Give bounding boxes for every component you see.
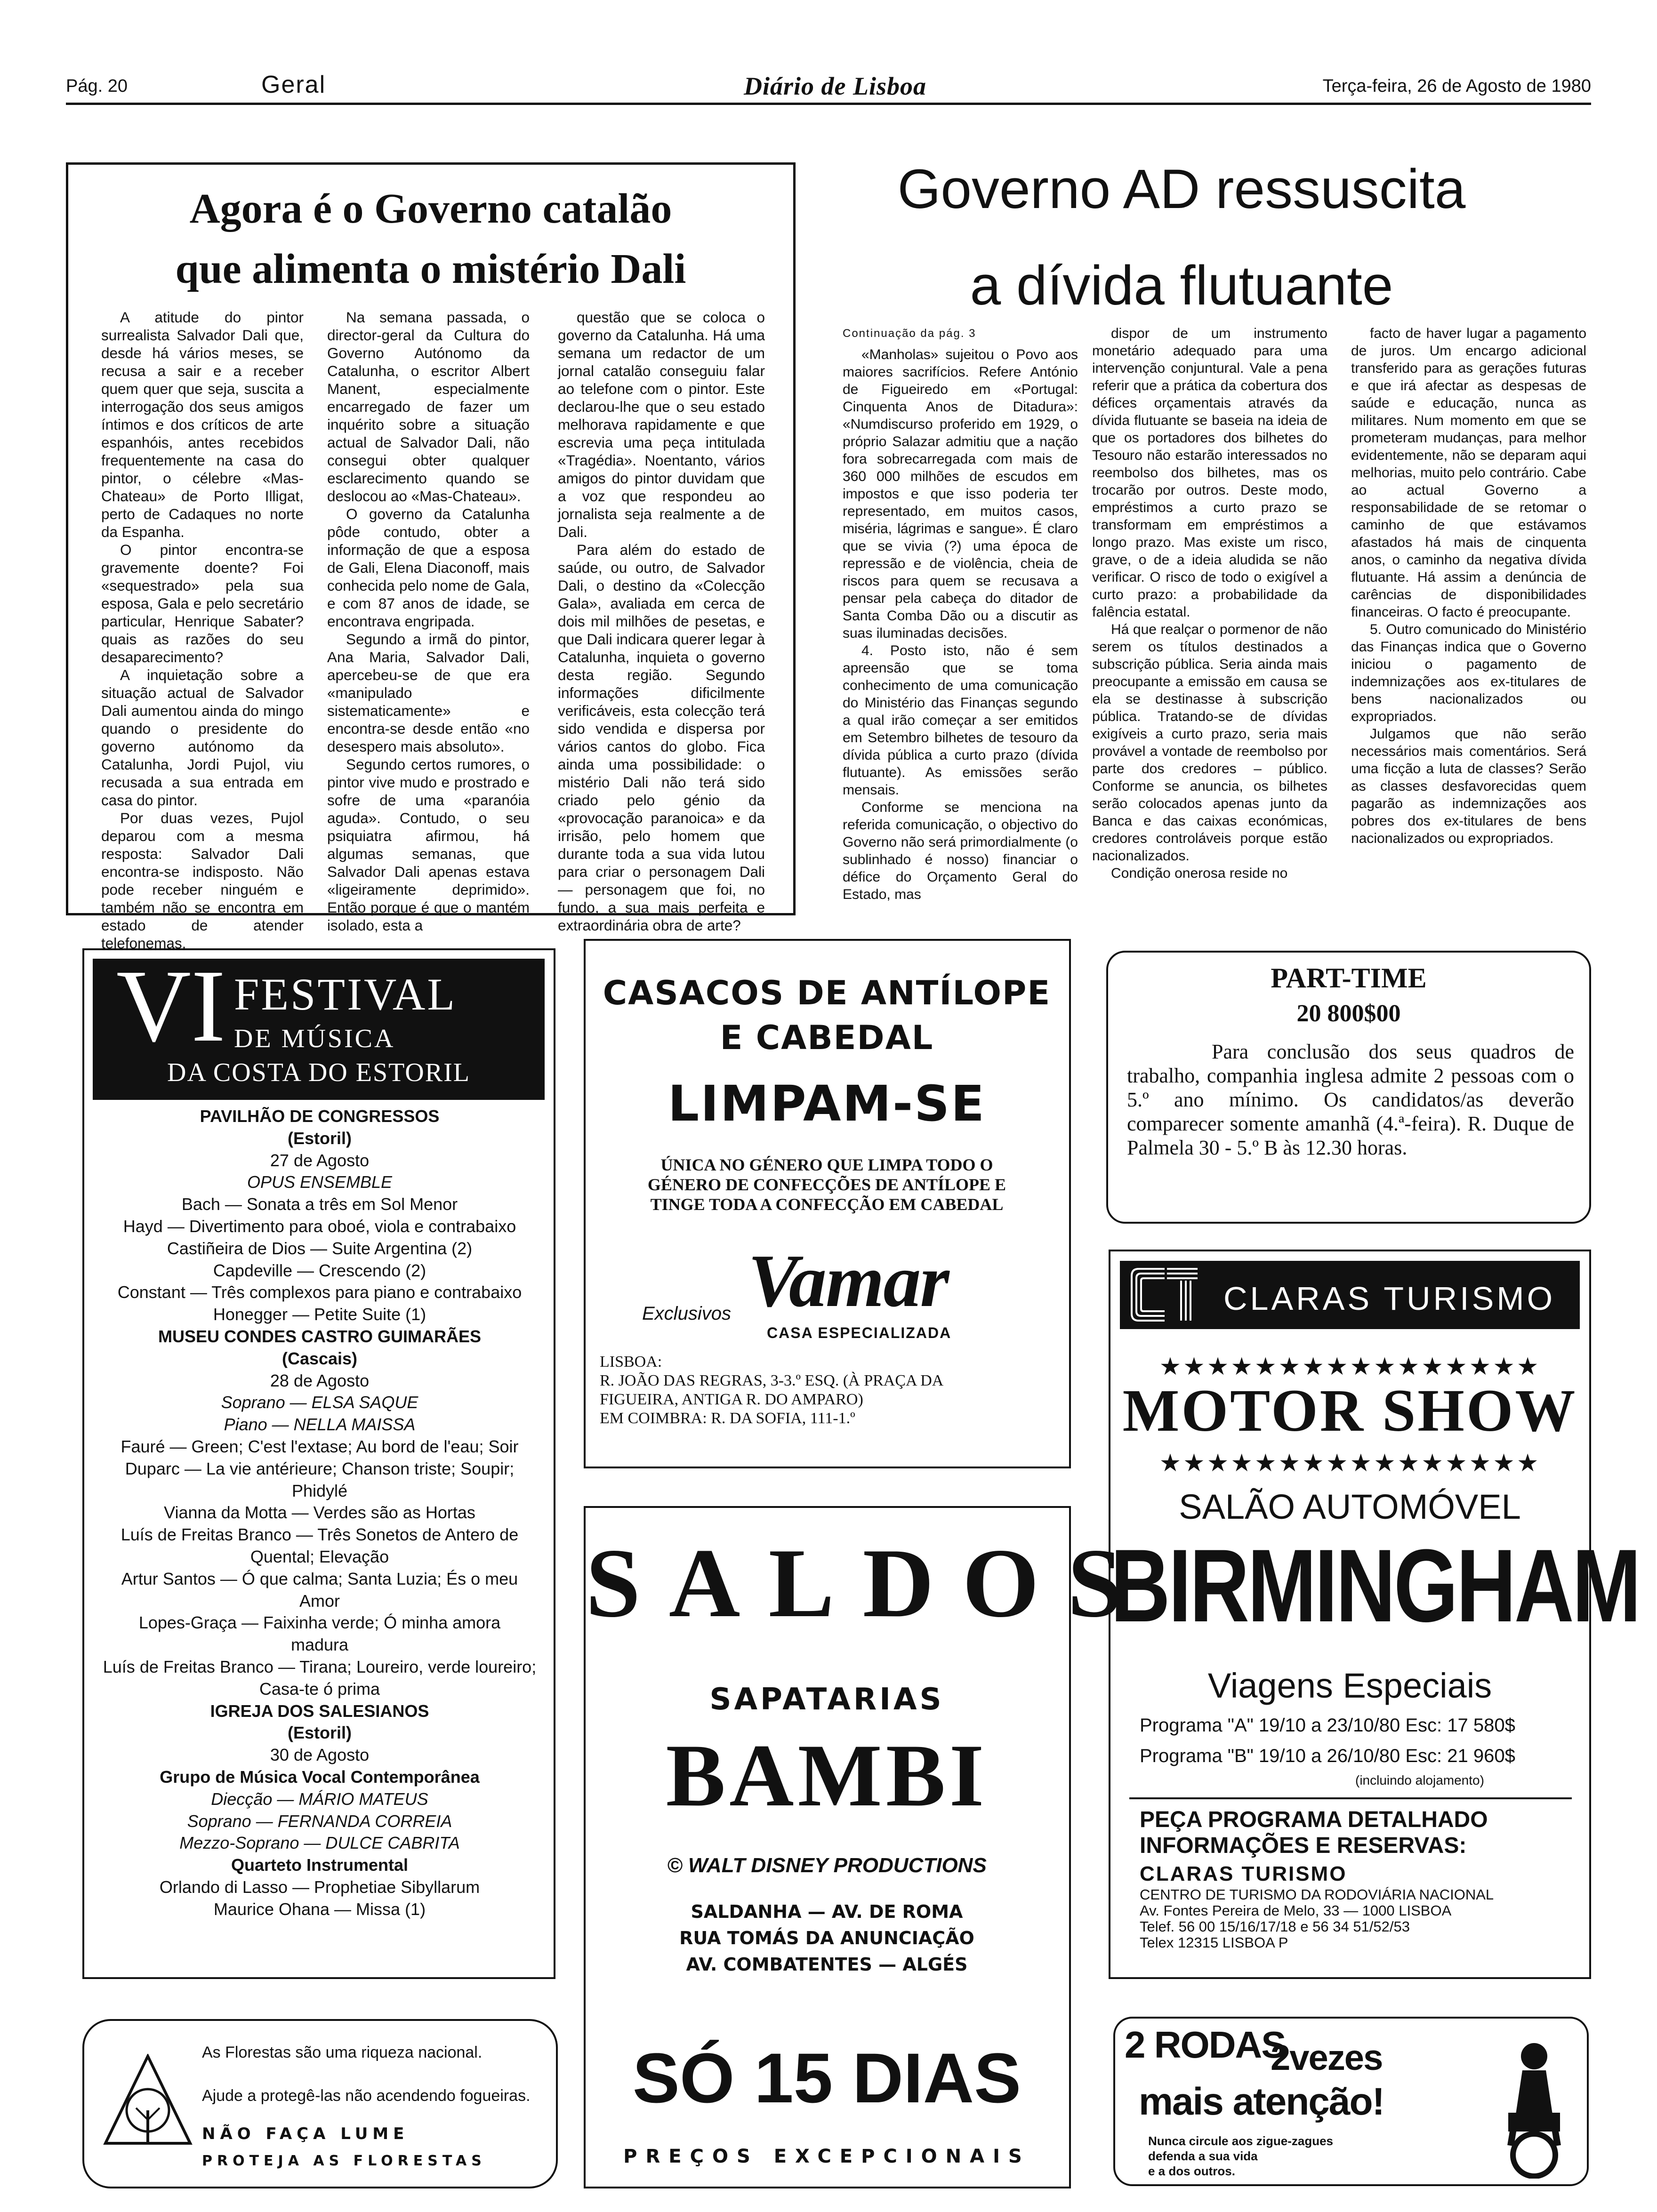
program-line: Maurice Ohana — Missa (1) [213,1899,426,1919]
peca-programa: PEÇA PROGRAMA DETALHADO [1140,1807,1488,1832]
festival-roman: VI [116,948,226,1063]
continuation-note: Continuação da pág. 3 [843,327,976,340]
address-line: SALDANHA — AV. DE ROMA [691,1901,963,1922]
rodas-line6: e a dos outros. [1148,2164,1235,2178]
casacos-title-1: CASACOS DE ANTÍLOPE [603,974,1051,1012]
program-line: Grupo de Música Vocal Contemporânea [160,1767,480,1787]
florestas-ad [82,2019,558,2188]
program-line: Soprano — FERNANDA CORREIA [187,1811,452,1831]
rodas-line3: mais atenção! [1139,2080,1384,2123]
contact-line: CENTRO DE TURISMO DA RODOVIÁRIA NACIONAL [1140,1886,1494,1903]
program-line: Soprano — ELSA SAQUE [221,1393,418,1412]
program-line: Quental; Elevação [250,1547,389,1566]
tree-icon [103,2054,193,2157]
paragraph: Conforme se menciona na referida comunicação, o objectivo do Governo não será primordialmente (o sublinhado é nosso) financiar o défice do Orçamento Geral do Estado, mas [843,800,1078,902]
divida-column-1 [843,346,1078,903]
sapatarias-label: SAPATARIAS [709,1682,944,1717]
bambi-label: BAMBI [666,1726,988,1825]
programa-b: Programa "B" 19/10 a 26/10/80 Esc: 21 960$ [1140,1746,1515,1766]
casacos-title-3: LIMPAM-SE [668,1075,986,1132]
program-line: (Estoril) [287,1723,352,1743]
program-line: Castiñeira de Dios — Suite Argentina (2) [167,1238,473,1258]
contact-line: Av. Fontes Pereira de Melo, 33 — 1000 LISBOA [1140,1902,1452,1919]
dali-headline-line2: que alimenta o mistério Dali [175,246,686,292]
program-line: Fauré — Green; C'est l'extase; Au bord de l'eau; Soir [121,1436,519,1456]
rodas-line2: 2vezes [1271,2038,1383,2078]
masthead: Diário de Lisboa [744,72,926,100]
program-line: OPUS ENSEMBLE [247,1172,393,1192]
divida-headline-line2: a dívida flutuante [970,255,1393,317]
section-name: Geral [261,71,326,98]
program-line: Luís de Freitas Branco — Tirana; Loureiro, verde loureiro; Casa-te ó prima [103,1657,537,1699]
festival-location: DA COSTA DO ESTORIL [167,1058,470,1087]
paragraph: questão que se coloca o governo da Catalunha. Há uma semana um redactor de um jornal catalão conseguiu falar ao telefone com o pintor. Este declarou-lhe que o seu estado melhorava rapidamente e que escrevia uma peça intitulada «Tragédia». Noentanto, vários amigos do pintor duvidam que a voz que respondeu ao jornalista seja realmente a de Dali. [558,309,765,540]
parttime-title: PART-TIME [1271,962,1427,994]
paragraph: Condição onerosa reside no [1111,866,1288,881]
florestas-line3: NÃO FAÇA LUME [202,2124,409,2143]
florestas-line1: As Florestas são uma riqueza nacional. [202,2044,483,2061]
divida-headline-line1: Governo AD ressuscita [897,158,1466,220]
program-line: Quarteto Instrumental [231,1855,409,1875]
paragraph: O governo da Catalunha pôde contudo, obter a informação de que a esposa de Gali, Elena Diaconoff, mais conhecida pelo nome de Gala, e com 87 anos de idade, se encontrava engripada. [327,505,530,630]
program-line: Bach — Sonata a três em Sol Menor [181,1194,458,1214]
program-line: Duparc — La vie antérieure; Chanson triste; Soupir; [125,1459,515,1478]
paragraph: Segundo a irmã do pintor, Ana Maria, Salvador Dali, apercebeu-se de que era «manipulado sistematicamente» e encontra-se desde então «no desespero mais absoluto». [327,631,530,755]
claras-divider [1129,1797,1572,1799]
vamar-logo: Vamar [748,1239,949,1322]
contact-line: Telex 12315 LISBOA P [1140,1934,1288,1951]
viagens-especiais: Viagens Especiais [1207,1666,1492,1705]
program-line: 27 de Agosto [270,1150,370,1170]
casacos-ad [584,939,1071,1468]
address-line: AV. COMBATENTES — ALGÉS [686,1954,968,1975]
program-line: (Cascais) [282,1348,358,1368]
program-line: Piano — NELLA MAISSA [224,1415,416,1435]
casa-especializada: CASA ESPECIALIZADA [767,1324,952,1341]
page-header [66,71,1591,104]
paragraph: O pintor encontra-se gravemente doente? Foi «sequestrado» pela sua esposa, Gala e pelo secretário particular, Henrique Sabater? quais as razões do seu desaparecimento? [101,541,304,665]
program-line: Hayd — Divertimento para oboé, viola e contrabaixo [123,1216,516,1236]
dali-column-1 [101,308,304,952]
casacos-body-line: GÉNERO DE CONFECÇÕES DE ANTÍLOPE E [647,1175,1006,1194]
casacos-body-line: ÚNICA NO GÉNERO QUE LIMPA TODO O [660,1155,993,1174]
paragraph: Segundo certos rumores, o pintor vive mudo e prostrado e sofre de uma «paranóia aguda». Contudo, o seu psiquiatra afirmou, há algumas semanas, que Salvador Dali apenas estava «ligeiramente deprimido». Então porque é que o mantém isolado, esta a [327,756,530,934]
page-number: Pág. 20 [66,76,128,96]
stars-top: ★★★★★★★★★★★★★★★★ [1159,1353,1541,1380]
stars-bottom: ★★★★★★★★★★★★★★★★ [1159,1450,1541,1477]
claras-contacts [1140,1887,1494,1951]
motorcycle-icon [1482,2037,1586,2179]
festival-ad [82,948,555,1979]
program-line: Honegger — Petite Suite (1) [213,1305,426,1324]
paragraph: Julgamos que não serão necessários mais comentários. Será uma ficção a luta de classes? Serão as classes desfavorecidas quem pagarão as indemnizações aos pobres dos ex-titulares de bens nacionalizados ou expropriados. [1351,726,1586,846]
program-line: 28 de Agosto [270,1370,370,1390]
header-rule [66,103,1591,105]
program-line: Vianna da Motta — Verdes são as Hortas [164,1503,475,1523]
program-line: Lopes-Graça — Faixinha verde; Ó minha amora [138,1613,501,1633]
program-line: Mezzo-Soprano — DULCE CABRITA [179,1833,460,1853]
program-line: madura [290,1635,349,1655]
program-line: Orlando di Lasso — Prophetiae Sibyllarum [159,1877,480,1897]
paragraph: Na semana passada, o director-geral da Cultura do Governo Autónomo da Catalunha, o escritor Albert Manent, especialmente encarregado de fazer um inquérito sobre a situação actual de Salvador Dali, não consegui obter qualquer esclarecimento quando se deslocou ao «Mas-Chateau». [327,309,530,505]
dali-article [66,162,796,952]
exclusivos-label: Exclusivos [642,1303,731,1324]
page-date: Terça-feira, 26 de Agosto de 1980 [1322,76,1591,96]
paragraph: Há que realçar o pormenor de não serem os títulos destinados a subscrição pública. Seria ainda mais preocupante a emissão em causa se ela se destinasse à subscrição pública. Tratando-se de dívidas exigíveis a curto prazo, seria mais provável a vontade de reembolso por parte dos credores – público. Conforme se anuncia, os bilhetes serão colocados apenas junto da Banca e das caixas económicas, credores controláveis porque estão nacionalizados. [1092,622,1327,864]
festival-program [89,1106,550,1920]
program-line: MUSEU CONDES CASTRO GUIMARÃES [158,1326,482,1346]
program-line: Diecção — MÁRIO MATEUS [211,1789,428,1809]
rodas-line4: Nunca circule aos zigue-zagues [1148,2134,1334,2148]
parttime-body: Para conclusão dos seus quadros de trabalho, companhia inglesa admite 2 pessoas com o 5.º ano mínimo. Os candidatos/as deverão comparecer somente amanhã (4.ª-feira). R. Duque de Palmela 30 - 5.º B às 12.30 horas. [1127,1040,1574,1159]
casacos-title-2: E CABEDAL [720,1018,934,1057]
program-line: Phidylé [291,1481,348,1500]
program-line: (Estoril) [287,1128,352,1148]
casacos-address [600,1353,1066,1428]
dali-column-2 [327,308,530,934]
paragraph: Para além do estado de saúde, ou outro, de Salvador Dali, o destino da «Colecção Gala», avaliada em cerca de dois mil milhões de pesetas, e que Dali indicara querer legar à Catalunha, inquieta o governo desta região. Segundo informações dificilmente verificáveis, esta colecção terá sido vendida e dispersa por vários cantos do globo. Fica ainda uma possibilidade: o mistério Dali não terá sido criado pelo génio da «provocação paranoica» e da irrisão, pelo homem que durante toda a sua vida lutou para criar o personagem Dali — personagem que foi, no fundo, a sua mais perfeita e extraordinária obra de arte? [558,541,765,934]
claras-brand-small: CLARAS TURISMO [1140,1862,1347,1885]
disney-credit: © WALT DISNEY PRODUCTIONS [667,1854,987,1877]
parttime-ad [1106,951,1591,1224]
informacoes-reservas: INFORMAÇÕES E RESERVAS: [1140,1833,1467,1858]
claras-banner [1120,1261,1580,1329]
festival-title: FESTIVAL [234,969,457,1019]
saldos-title: SALDOS [586,1529,1151,1638]
parttime-salary: 20 800$00 [1296,1000,1401,1027]
salao-automovel: SALÃO AUTOMÓVEL [1179,1487,1521,1526]
claras-brand: CLARAS TURISMO [1223,1280,1556,1317]
program-line: PAVILHÃO DE CONGRESSOS [200,1106,440,1126]
address-line: FIGUEIRA, ANTIGA R. DO AMPARO) [600,1391,863,1408]
paragraph: Por duas vezes, Pujol deparou com a mesma resposta: Salvador Dali encontra-se indisposto. Não pode receber ninguém e também não se encontra em estado de atender telefonemas. [101,809,304,952]
program-line: Amor [299,1591,340,1611]
dali-headline [68,179,793,299]
address-line: LISBOA: [600,1353,662,1370]
rodas-line1: 2 RODAS [1125,2024,1286,2066]
address-line: EM COIMBRA: R. DA SOFIA, 111-1.º [600,1410,855,1427]
so-15-dias: SÓ 15 DIAS [632,2038,1022,2117]
dali-headline-line1: Agora é o Governo catalão [189,185,672,232]
rodas-ad [1113,2017,1589,2186]
program-line: Artur Santos — Ó que calma; Santa Luzia; És o meu [121,1569,518,1588]
paragraph: «Manholas» sujeitou o Povo aos maiores sacrifícios. Refere António de Figueiredo em «Portugal: Cinquenta Anos de Ditadura»: «Numdiscurso proferido em 1929, o próprio Salazar admitiu que a nação fora sobrecarregada com mais de 360 000 milhões de escudos em impostos e que isso poderia ter representado, em muitos casos, miséria, lágrimas e sangue». É claro que se vivia (?) uma época de repressão e de violência, cheia de riscos para quem se recusava a pensar pela cabeça do ditador de Santa Comba Dão ou a discutir as suas iluminadas decisões. [843,347,1078,641]
divida-article [828,136,1591,918]
casacos-body-line: TINGE TODA A CONFECÇÃO EM CABEDAL [650,1195,1004,1214]
program-line: IGREJA DOS SALESIANOS [210,1701,429,1721]
program-line: Luís de Freitas Branco — Três Sonetos de Antero de [121,1525,519,1545]
birmingham: BIRMINGHAM [1110,1528,1640,1644]
paragraph: dispor de um instrumento monetário adequado para uma intervenção conjuntural. Vale a pena referir que a prática da cobertura dos défices orçamentais através da dívida flutuante se baseia na ideia de que os portadores dos bilhetes do Tesouro não estarão interessados no reembolso dos bilhetes, mas os trocarão por outros. Deste modo, empréstimos a curto prazo se transformam em empréstimos a longo prazo. Mas existe um risco, grave, o de a ideia aludida se não verificar. O risco de todo o exigível a curto prazo: a probabilidade da falência estatal. [1092,326,1327,620]
divida-column-3 [1351,325,1586,847]
paragraph: 4. Posto isto, não é sem apreensão que se toma conhecimento de uma comunicação do Ministério das Finanças segundo a qual irão começar a ser emitidos em Setembro bilhetes de tesouro da dívida pública a curto prazo (dívida flutuante). As emissões serão mensais. [843,643,1078,798]
address-line: R. JOÃO DAS REGRAS, 3-3.º ESQ. (À PRAÇA DA [600,1372,944,1389]
divida-headline [828,141,1535,334]
programa-a: Programa "A" 19/10 a 23/10/80 Esc: 17 580$ [1140,1715,1515,1736]
festival-subtitle: DE MÚSICA [234,1024,395,1053]
festival-banner [93,948,545,1100]
dali-column-3 [558,308,765,934]
paragraph: A atitude do pintor surrealista Salvador Dali que, desde há vários meses, se recusa a sair e a receber quem quer que seja, suscita a interrogação dos seus amigos íntimos e dos críticos de arte espanhóis, antes recebidos frequentemente na casa do pintor, o célebre «Mas-Chateau» de Porto Illigat, perto de Cadaques no norte da Espanha. [101,309,304,540]
program-line: 30 de Agosto [270,1745,370,1765]
program-line: Capdeville — Crescendo (2) [213,1260,426,1280]
motor-show: MOTOR SHOW [1122,1377,1577,1444]
saldos-ad [584,1506,1151,2188]
paragraph: A inquietação sobre a situação actual de Salvador Dali aumentou ainda do mingo quando o presidente do governo autónomo da Catalunha, Jordi Pujol, viu recusada a sua entrada em casa do pintor. [101,666,304,809]
address-line: RUA TOMÁS DA ANUNCIAÇÃO [679,1928,974,1948]
casacos-body [586,1155,1068,1214]
rodas-line5: defenda a sua vida [1148,2149,1258,2163]
florestas-line4: PROTEJA AS FLORESTAS [202,2153,486,2169]
claras-logo-icon [1129,1266,1200,1323]
incluindo-alojamento: (incluindo alojamento) [1355,1773,1484,1787]
contact-line: Telef. 56 00 15/16/17/18 e 56 34 51/52/53 [1140,1918,1410,1935]
precos-excepcionais: PREÇOS EXCEPCIONAIS [623,2146,1030,2167]
florestas-line2: Ajude a protegê-las não acendendo fogueiras. [202,2087,531,2105]
divida-column-2 [1092,325,1327,882]
paragraph: 5. Outro comunicado do Ministério das Finanças indica que o Governo iniciou o pagamento de indemnizações aos ex-titulares de bens nacionalizados ou expropriados. [1351,622,1586,724]
claras-ad [1109,1250,1640,1979]
saldos-addresses [586,1899,1068,1978]
program-line: Constant — Três complexos para piano e contrabaixo [117,1282,522,1302]
paragraph: facto de haver lugar a pagamento de juros. Um encargo adicional transferido para as gerações futuras e que irá afectar as despesas de saúde e educação, nunca as militares. Num momento em que se prometeram mudanças, para melhor evidentemente, não se deparam aqui melhorias, muito pelo contrário. Cabe ao actual Governo a responsabilidade de se retomar o caminho de que estávamos afastados há mais de cinquenta anos, o caminho da negativa dívida flutuante. Há assim a denúncia de carências de disponibilidades financeiras. O facto é preocupante. [1351,326,1586,620]
